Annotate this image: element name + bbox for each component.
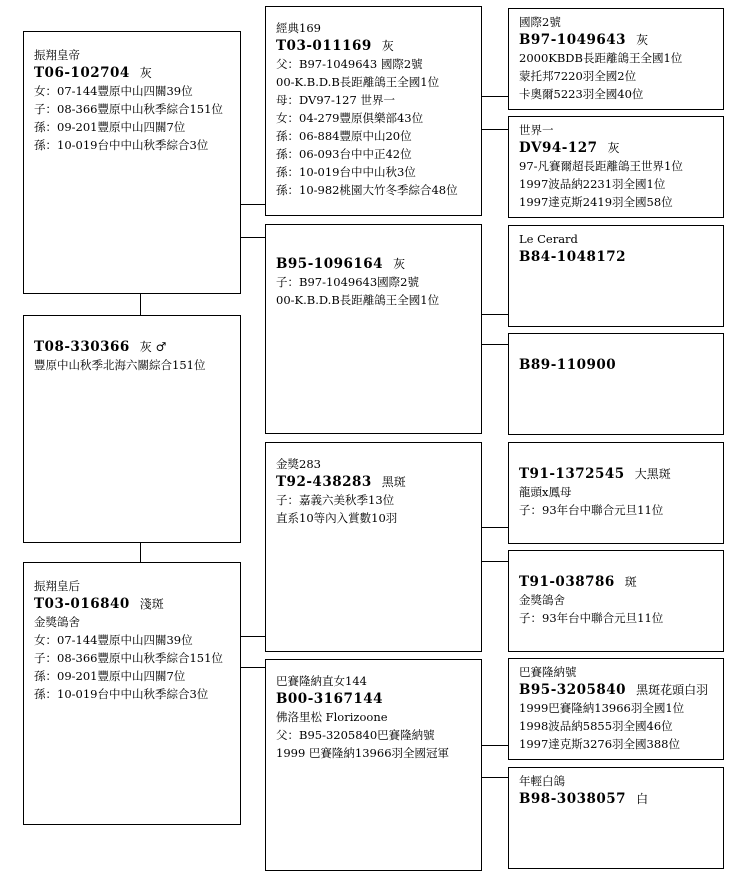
ss-line: 女：04-279豐原俱樂部43位 bbox=[276, 111, 424, 125]
dam-line: 子：08-366豐原中山秋季綜合151位 bbox=[34, 651, 223, 665]
sd-title-spacer bbox=[276, 237, 471, 255]
ddd-color: 白 bbox=[636, 792, 649, 806]
ss-line: 孫：10-982桃園大竹冬季綜合48位 bbox=[276, 183, 458, 197]
dss-ring bbox=[519, 465, 713, 483]
dss-ring-number: T91-1372545 bbox=[519, 466, 625, 482]
sd-ring bbox=[276, 255, 471, 273]
sss-ring bbox=[519, 31, 713, 49]
ds-title: 金獎283 bbox=[276, 457, 321, 471]
dss-line: 龍頭x鳳母 bbox=[519, 485, 572, 499]
dsd-ring-number: T91-038786 bbox=[519, 574, 615, 590]
connector-dd-dds bbox=[481, 745, 509, 746]
connector-dd-ddd bbox=[481, 777, 509, 778]
sire-line: 孫：10-019台中中山秋季綜合3位 bbox=[34, 138, 209, 152]
sdd-box bbox=[508, 333, 724, 435]
ds-ring-number: T92-438283 bbox=[276, 474, 372, 490]
sd-line: 子：B97-1049643國際2號 bbox=[276, 275, 420, 289]
dd-ring-number: B00-3167144 bbox=[276, 691, 384, 707]
sdd-ring bbox=[519, 356, 713, 374]
subject-ring-number: T08-330366 bbox=[34, 339, 130, 355]
dsd-color: 斑 bbox=[624, 575, 637, 589]
sdd-ring-number: B89-110900 bbox=[519, 357, 617, 373]
ds-ring bbox=[276, 473, 471, 491]
dd-line: 1999 巴賽隆納13966羽全國冠軍 bbox=[276, 746, 450, 760]
ss-color: 灰 bbox=[381, 39, 394, 53]
ssd-color: 灰 bbox=[607, 141, 620, 155]
sire-title: 振翔皇帝 bbox=[34, 48, 80, 62]
ds-color: 黑斑 bbox=[381, 475, 406, 489]
sss-ring-number: B97-1049643 bbox=[519, 32, 627, 48]
connector-sire-sd bbox=[240, 237, 266, 238]
sss-line: 2000KBDB長距離鴿王全國1位 bbox=[519, 51, 683, 65]
ss-line: 母：DV97-127 世界一 bbox=[276, 93, 395, 107]
dss-box bbox=[508, 442, 724, 544]
sire-ring-number: T06-102704 bbox=[34, 65, 130, 81]
ss-ring-number: T03-011169 bbox=[276, 38, 372, 54]
dds-box bbox=[508, 658, 724, 760]
dsd-box bbox=[508, 550, 724, 652]
subject-box bbox=[23, 315, 241, 543]
ss-ring bbox=[276, 37, 471, 55]
ddd-title: 年輕白鴿 bbox=[519, 774, 565, 788]
sss-color: 灰 bbox=[636, 33, 649, 47]
dd-line: 父：B95-3205840巴賽隆納號 bbox=[276, 728, 435, 742]
sire-line: 女：07-144豐原中山四關39位 bbox=[34, 84, 193, 98]
subject-color: 灰 ♂ bbox=[139, 340, 167, 354]
dsd-line: 子：93年台中聯合元旦11位 bbox=[519, 611, 664, 625]
ds-line: 子：嘉義六美秋季13位 bbox=[276, 493, 395, 507]
sire-ring bbox=[34, 64, 230, 82]
dam-ring bbox=[34, 595, 230, 613]
ds-line: 直系10等內入賞數10羽 bbox=[276, 511, 398, 525]
sd-ring-number: B95-1096164 bbox=[276, 256, 384, 272]
dds-ring bbox=[519, 681, 713, 699]
subject-ring bbox=[34, 338, 230, 356]
sd-color: 灰 bbox=[393, 257, 406, 271]
dam-line: 孫：09-201豐原中山四關7位 bbox=[34, 669, 186, 683]
connector-subject-dam bbox=[140, 542, 141, 563]
connector-ds-dsd bbox=[481, 561, 509, 562]
dd-title: 巴賽隆納直女144 bbox=[276, 674, 367, 688]
sire-line: 子：08-366豐原中山秋季綜合151位 bbox=[34, 102, 223, 116]
dd-ring bbox=[276, 690, 471, 708]
dds-line: 1999巴賽隆納13966羽全國1位 bbox=[519, 701, 685, 715]
dam-line: 金獎鴿舍 bbox=[34, 615, 80, 629]
connector-dam-dd bbox=[240, 667, 266, 668]
dsd-line: 金獎鴿舍 bbox=[519, 593, 565, 607]
ssd-line: 1997達克斯2419羽全國58位 bbox=[519, 195, 673, 209]
ss-line: 孫：10-019台中中山秋3位 bbox=[276, 165, 416, 179]
dss-color: 大黑斑 bbox=[634, 467, 671, 481]
ddd-box bbox=[508, 767, 724, 869]
dam-color: 淺斑 bbox=[139, 597, 164, 611]
connector-sire-ss bbox=[240, 204, 266, 205]
sire-line: 孫：09-201豐原中山四關7位 bbox=[34, 120, 186, 134]
ssd-ring-number: DV94-127 bbox=[519, 140, 598, 156]
dd-box bbox=[265, 659, 482, 871]
ss-line: 孫：06-884豐原中山20位 bbox=[276, 129, 412, 143]
connector-sd-sdd bbox=[481, 344, 509, 345]
connector-sire-subject bbox=[140, 293, 141, 316]
sss-line: 蒙托邦7220羽全國2位 bbox=[519, 69, 637, 83]
dds-line: 1997達克斯3276羽全國388位 bbox=[519, 737, 680, 751]
ss-box bbox=[265, 6, 482, 216]
ddd-ring-number: B98-3038057 bbox=[519, 791, 627, 807]
sire-box bbox=[23, 31, 241, 294]
connector-ss-sss bbox=[481, 96, 509, 97]
sd-box bbox=[265, 224, 482, 434]
ss-line: 00-K.B.D.B長距離鴿王全國1位 bbox=[276, 75, 440, 89]
dam-title: 振翔皇后 bbox=[34, 579, 80, 593]
sds-box bbox=[508, 225, 724, 327]
dam-box bbox=[23, 562, 241, 825]
dds-ring-number: B95-3205840 bbox=[519, 682, 627, 698]
dds-color: 黑斑花頭白羽 bbox=[636, 683, 709, 697]
ssd-line: 97-凡賽爾超長距離鴿王世界1位 bbox=[519, 159, 683, 173]
sss-box bbox=[508, 8, 724, 110]
dds-title: 巴賽隆納號 bbox=[519, 665, 577, 679]
ss-line: 父：B97-1049643 國際2號 bbox=[276, 57, 423, 71]
ssd-ring bbox=[519, 139, 713, 157]
ddd-ring bbox=[519, 790, 713, 808]
connector-dam-ds bbox=[240, 636, 266, 637]
sds-title: Le Cerard bbox=[519, 232, 578, 246]
dds-line: 1998波品納5855羽全國46位 bbox=[519, 719, 673, 733]
ds-box bbox=[265, 442, 482, 652]
dam-ring-number: T03-016840 bbox=[34, 596, 130, 612]
subject-line: 豐原中山秋季北海六關綜合151位 bbox=[34, 358, 206, 372]
dam-line: 孫：10-019台中中山秋季綜合3位 bbox=[34, 687, 209, 701]
ssd-box bbox=[508, 116, 724, 218]
connector-sd-sds bbox=[481, 314, 509, 315]
sss-title: 國際2號 bbox=[519, 15, 561, 29]
sd-line: 00-K.B.D.B長距離鴿王全國1位 bbox=[276, 293, 440, 307]
ss-line: 孫：06-093台中中正42位 bbox=[276, 147, 412, 161]
sss-line: 卡奧爾5223羽全國40位 bbox=[519, 87, 644, 101]
connector-ds-dss bbox=[481, 527, 509, 528]
dd-line: 佛洛里松 Florizoone bbox=[276, 710, 388, 724]
dam-line: 女：07-144豐原中山四關39位 bbox=[34, 633, 193, 647]
dss-line: 子：93年台中聯合元旦11位 bbox=[519, 503, 664, 517]
sds-ring bbox=[519, 248, 713, 266]
dsd-ring bbox=[519, 573, 713, 591]
sire-color: 灰 bbox=[139, 66, 152, 80]
ss-title: 經典169 bbox=[276, 21, 321, 35]
sds-ring-number: B84-1048172 bbox=[519, 249, 627, 265]
ssd-title: 世界一 bbox=[519, 123, 554, 137]
ssd-line: 1997波品納2231羽全國1位 bbox=[519, 177, 666, 191]
connector-ss-ssd bbox=[481, 129, 509, 130]
